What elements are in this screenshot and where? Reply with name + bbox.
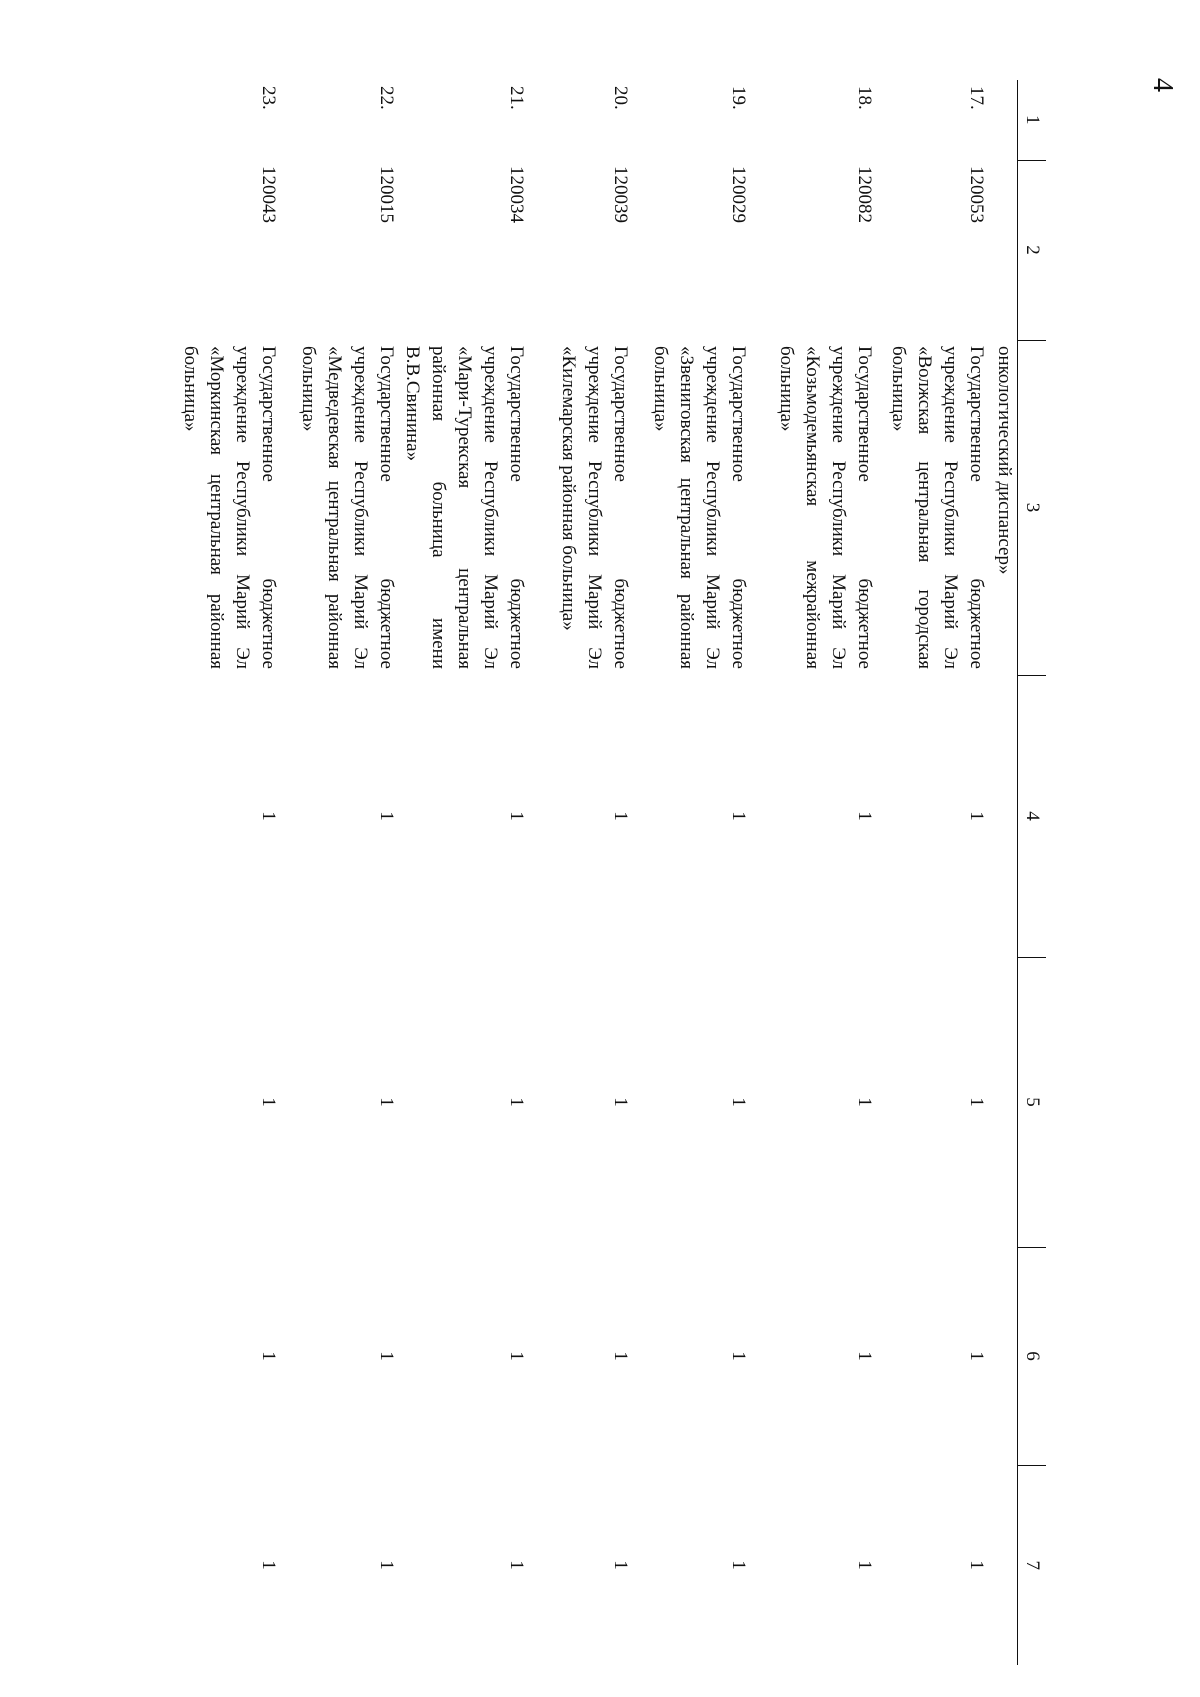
cell-col6: 1 — [728, 1351, 749, 1361]
row-code: 120082 — [854, 166, 875, 223]
cell-col5: 1 — [966, 1097, 987, 1107]
cell-col7: 1 — [376, 1560, 397, 1570]
row-number: 17. — [966, 86, 987, 110]
row-name: Государственное бюджетное учреждение Республики Марий Эл «Волжская центральная городская больница» — [888, 346, 987, 669]
row-code: 120034 — [506, 166, 527, 223]
cell-col5: 1 — [258, 1097, 279, 1107]
column-header: 5 — [1018, 957, 1047, 1247]
row-number: 23. — [258, 86, 279, 110]
cell-col6: 1 — [966, 1351, 987, 1361]
cell-col4: 1 — [966, 811, 987, 821]
row-number: 22. — [376, 86, 397, 110]
cell-col5: 1 — [728, 1097, 749, 1107]
cell-col7: 1 — [728, 1560, 749, 1570]
table-row — [161, 80, 281, 1665]
document-page — [166, 80, 1046, 1665]
column-header: 4 — [1018, 675, 1047, 957]
cell-col6: 1 — [258, 1351, 279, 1361]
row-name: Государственное бюджетное учреждение Республики Марий Эл «Килемарская районная больница» — [558, 346, 631, 669]
row-number: 20. — [610, 86, 631, 110]
cell-col7: 1 — [854, 1560, 875, 1570]
row-code: 120029 — [728, 166, 749, 223]
cell-col5: 1 — [610, 1097, 631, 1107]
cell-col6: 1 — [854, 1351, 875, 1361]
page-number: 4 — [1147, 78, 1178, 92]
table-row — [529, 80, 633, 1665]
cell-col7: 1 — [506, 1560, 527, 1570]
row-code: 120043 — [258, 166, 279, 223]
cell-col4: 1 — [854, 811, 875, 821]
row-number: 21. — [506, 86, 527, 110]
cell-col4: 1 — [258, 811, 279, 821]
table-row — [281, 80, 399, 1665]
row-code: 120015 — [376, 166, 397, 223]
header-row — [1018, 80, 1047, 1665]
cell-col5: 1 — [506, 1097, 527, 1107]
continuation-row — [989, 80, 1018, 1665]
row-name: Государственное бюджетное учреждение Республики Марий Эл «Козьмодемьянская межрайонная больница» — [776, 346, 875, 669]
row-name: Государственное бюджетное учреждение Республики Марий Эл «Звениговская центральная районная больница» — [650, 346, 749, 669]
data-table — [161, 80, 1046, 1665]
column-header: 1 — [1018, 80, 1047, 160]
row-code: 120053 — [966, 166, 987, 223]
table-row — [751, 80, 877, 1665]
cell-col4: 1 — [376, 811, 397, 821]
row-number: 19. — [728, 86, 749, 110]
cell-col6: 1 — [506, 1351, 527, 1361]
continuation-text: онкологический диспансер» — [994, 346, 1015, 575]
row-number: 18. — [854, 86, 875, 110]
cell-col4: 1 — [728, 811, 749, 821]
cell-col6: 1 — [610, 1351, 631, 1361]
cell-col6: 1 — [376, 1351, 397, 1361]
cell-col7: 1 — [258, 1560, 279, 1570]
row-name: Государственное бюджетное учреждение Республики Марий Эл «Моркинская центральная районная больница» — [180, 346, 279, 669]
cell-col5: 1 — [376, 1097, 397, 1107]
cell-col5: 1 — [854, 1097, 875, 1107]
table-row — [633, 80, 751, 1665]
cell-col7: 1 — [966, 1560, 987, 1570]
row-code: 120039 — [610, 166, 631, 223]
column-header: 7 — [1018, 1465, 1047, 1665]
column-header: 6 — [1018, 1247, 1047, 1465]
cell-col7: 1 — [610, 1560, 631, 1570]
row-name: Государственное бюджетное учреждение Республики Марий Эл «Мари-Турекская центральная районная больница имени В.В.Свинина» — [402, 346, 527, 669]
table-row — [877, 80, 989, 1665]
table-row — [399, 80, 529, 1665]
row-name: Государственное бюджетное учреждение Республики Марий Эл «Медведевская центральная районная больница» — [298, 346, 397, 669]
cell-col4: 1 — [610, 811, 631, 821]
column-header: 2 — [1018, 160, 1047, 340]
cell-col4: 1 — [506, 811, 527, 821]
column-header: 3 — [1018, 340, 1047, 675]
